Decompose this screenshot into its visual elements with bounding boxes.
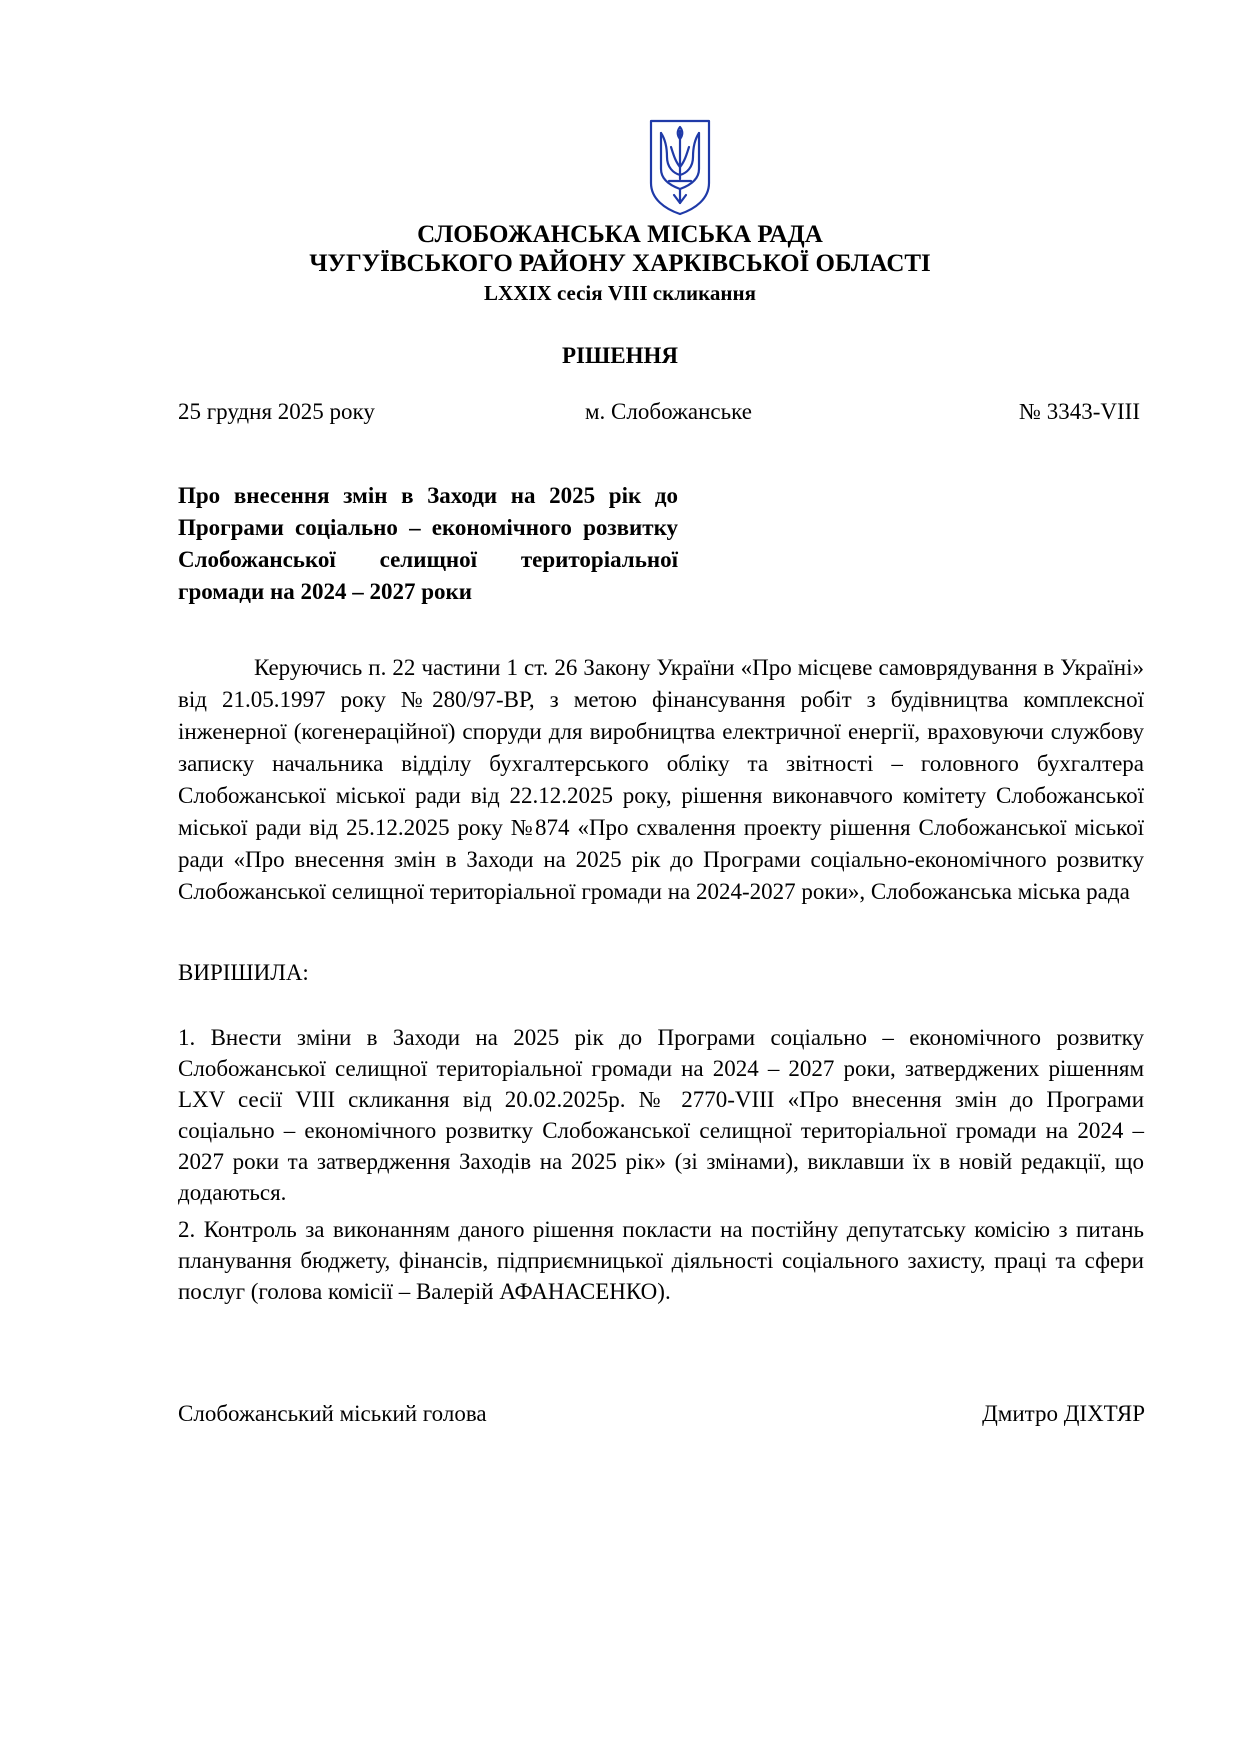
preamble-paragraph: Керуючись п. 22 частини 1 ст. 26 Закону України «Про місцеве самоврядування в Україні» від 21.05.1997 року №280/97-ВР, з метою фінансування робіт з будівництва комплексної інженерної (когенераційної) споруди для виробництва електричної енергії, враховуючи службову записку начальника відділу бухгалтерського обліку та звітності – головного бухгалтера Слобожанської міської ради від 22.12.2025 року, рішення виконавчого комітету Слобожанської міської ради від 25.12.2025 року №874 «Про схвалення проекту рішення Слобожанської міської ради «Про внесення змін в Заходи на 2025 рік до Програми соціально-економічного розвитку Слобожанської селищної територіальної громади на 2024-2027 роки», Слобожанська міська рада xyxy=(178,655,1144,904)
resolution-item-1-main: 1. Внести зміни в Заходи на 2025 рік до Програми соціально – економічного розвитку Слобожанської селищної територіальної громади на 2024 – 2027 роки, затверджених рішенням LXV сесії VIII скликання від 20.02.2025р. № 2770-VIII «Про внесення змін до Програми соціально – економічного розвитку Слобожанської селищної територіальної громади на 2024 – 2027 роки та затвердження Заходів на 2025 рік» (зі змінами) xyxy=(178,1025,1144,1174)
signature-title: Слобожанський міський голова xyxy=(178,1401,487,1426)
resolution-item-2: 2. Контроль за виконанням даного рішення покласти на постійну депутатську комісію з питань планування бюджету, фінансів, підприємницької діяльності соціального захисту, праці та сфери послуг (голова комісії – Валерій АФАНАСЕНКО). xyxy=(178,1217,1144,1304)
document-number: № 3343-VIII xyxy=(1019,399,1140,424)
ukraine-trident-emblem-icon xyxy=(647,117,713,217)
resolution-item-1 xyxy=(178,1022,1144,1208)
session-info: LXXIX сесія VIII скликання xyxy=(484,281,756,305)
document-date: 25 грудня 2025 року xyxy=(178,399,375,424)
resolution-item-1-tail: , виклавши їх в новій редакції, що додаються. xyxy=(178,1149,1144,1205)
district-region-name: ЧУГУЇВСЬКОГО РАЙОНУ ХАРКІВСЬКОЇ ОБЛАСТІ xyxy=(309,250,931,277)
document-meta-row xyxy=(178,397,1140,427)
signature-name: Дмитро ДІХТЯР xyxy=(982,1401,1145,1426)
document-city: м. Слобожанське xyxy=(585,399,752,424)
decision-subject: Про внесення змін в Заходи на 2025 рік до Програми соціально – економічного розвитку Слобожанської селищної територіальної громади на 2024 – 2027 роки xyxy=(178,483,678,604)
resolved-heading: ВИРІШИЛА: xyxy=(178,960,309,985)
council-name: СЛОБОЖАНСЬКА МІСЬКА РАДА xyxy=(417,221,823,248)
document-type-title: РІШЕННЯ xyxy=(562,343,678,368)
